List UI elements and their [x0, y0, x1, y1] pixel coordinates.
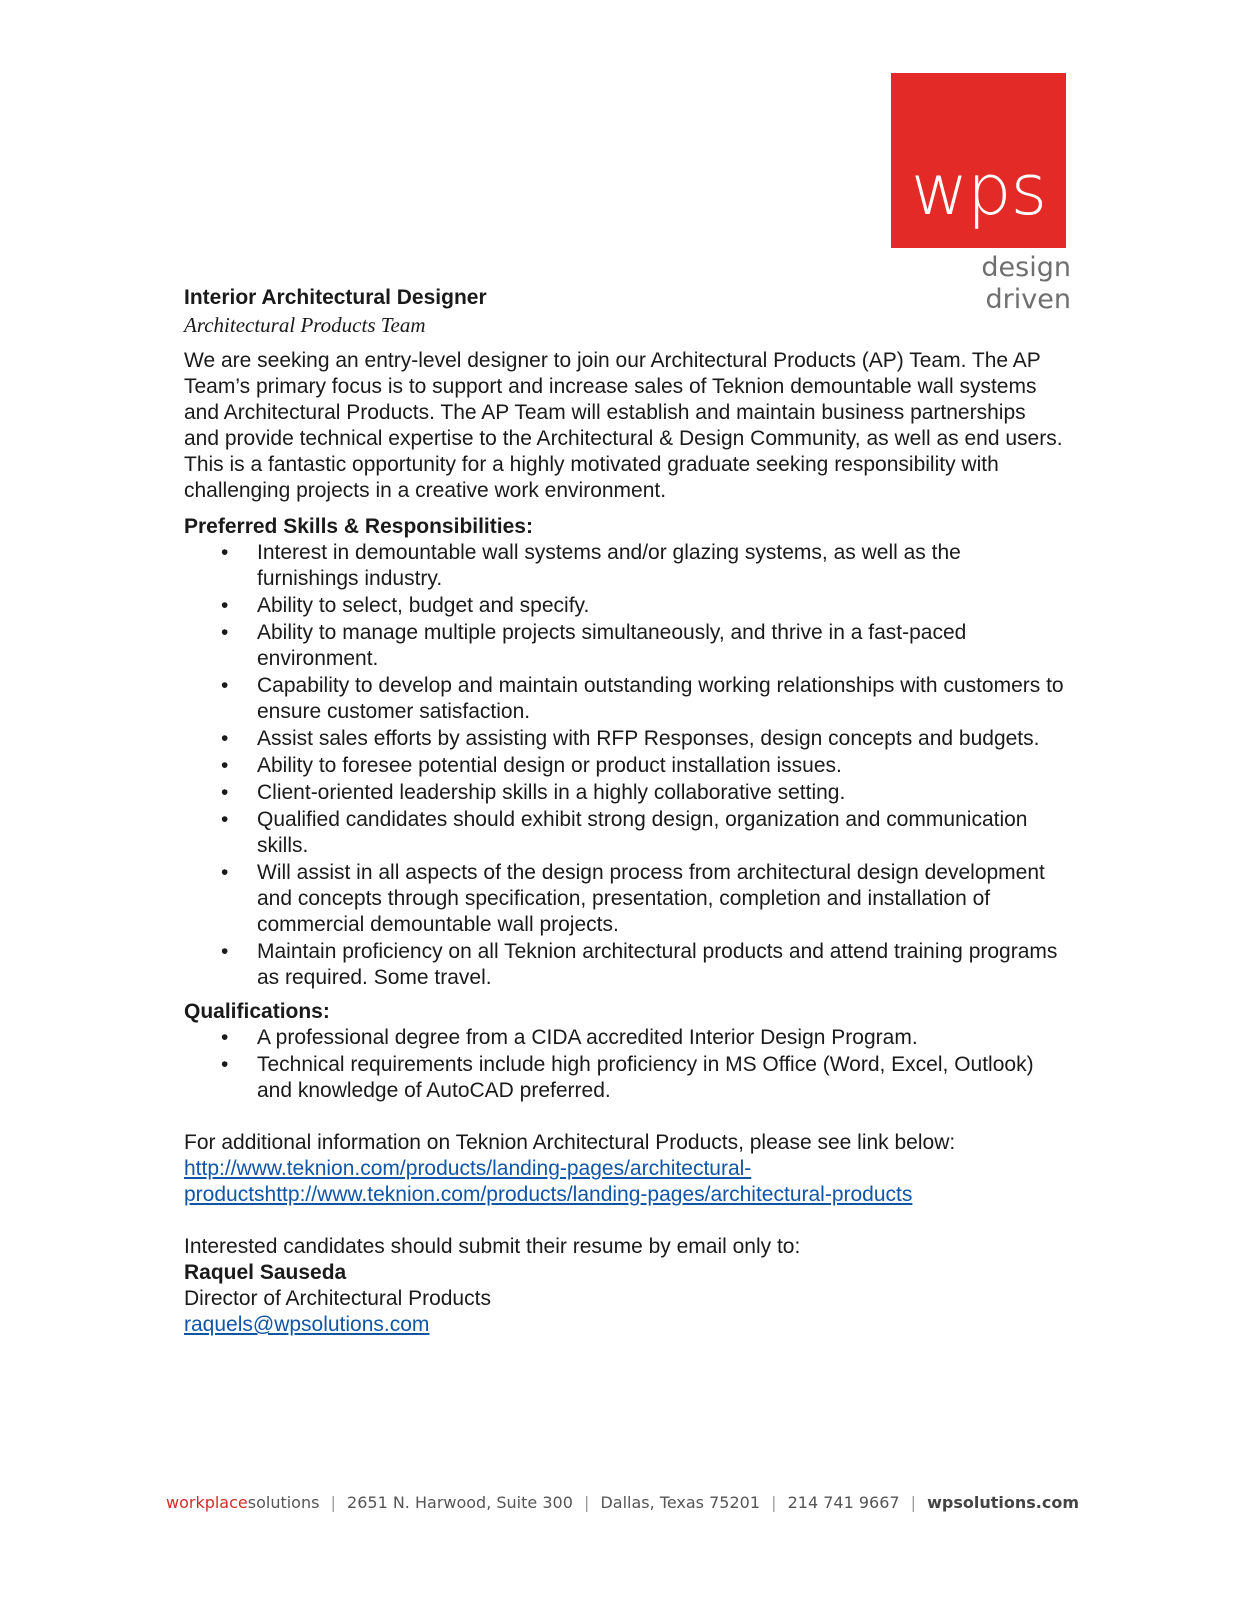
contact-email-link[interactable]: raquels@wpsolutions.com	[184, 1313, 430, 1336]
footer-brand-solutions: solutions	[247, 1493, 320, 1512]
list-item	[184, 807, 1064, 859]
list-item	[184, 673, 1064, 725]
list-item	[184, 753, 1064, 779]
teknion-link-line1: http://www.teknion.com/products/landing-pages/architectural-	[184, 1157, 752, 1180]
list-item-text: Ability to foresee potential design or product installation issues.	[257, 754, 842, 777]
list-item-text: Interest in demountable wall systems and/or glazing systems, as well as the furnishings industry.	[257, 541, 961, 590]
list-item-text: Qualified candidates should exhibit strong design, organization and communication skills.	[257, 808, 1028, 857]
footer-website[interactable]: wpsolutions.com	[927, 1493, 1080, 1512]
list-item	[184, 1052, 1064, 1104]
teknion-link-line2: productshttp://www.teknion.com/products/landing-pages/architectural-products	[184, 1183, 913, 1206]
list-item-text: Maintain proficiency on all Teknion architectural products and attend training programs as required. Some travel.	[257, 940, 1058, 989]
job-intro: We are seeking an entry-level designer to join our Architectural Products (AP) Team. The AP Team’s primary focus is to support and increase sales of Teknion demountable wall systems and Architectural Products. The AP Team will establish and maintain business partnerships and provide technical expertise to the Architectural & Design Community, as well as end users. This is a fantastic opportunity for a highly motivated graduate seeking responsibility with challenging projects in a creative work environment.	[184, 349, 1063, 502]
document-body	[184, 284, 1064, 1338]
footer-city: Dallas, Texas 75201	[600, 1493, 760, 1512]
bullet-icon: •	[221, 621, 229, 644]
contact-name: Raquel Sauseda	[184, 1261, 347, 1284]
contact-block	[184, 1234, 1064, 1338]
bullet-icon: •	[221, 754, 229, 777]
list-item-text: Ability to manage multiple projects simultaneously, and thrive in a fast-paced environment.	[257, 621, 967, 670]
bullet-icon: •	[221, 1026, 229, 1049]
list-item	[184, 860, 1064, 938]
list-item	[184, 540, 1064, 592]
more-info-text: For additional information on Teknion Architectural Products, please see link below:	[184, 1131, 956, 1154]
list-item-text: Capability to develop and maintain outstanding working relationships with customers to ensure customer satisfaction.	[257, 674, 1064, 723]
list-item	[184, 939, 1064, 991]
bullet-icon: •	[221, 861, 229, 884]
footer-separator: |	[771, 1493, 777, 1512]
skills-list	[184, 540, 1064, 991]
contact-intro: Interested candidates should submit their resume by email only to:	[184, 1235, 801, 1258]
logo-mark	[891, 73, 1066, 248]
bullet-icon: •	[221, 940, 229, 963]
list-item-text: A professional degree from a CIDA accredited Interior Design Program.	[257, 1026, 918, 1049]
list-item	[184, 1025, 1064, 1051]
teknion-link[interactable]	[184, 1157, 912, 1206]
list-item	[184, 620, 1064, 672]
list-item-text: Assist sales efforts by assisting with RFP Responses, design concepts and budgets.	[257, 727, 1040, 750]
list-item-text: Client-oriented leadership skills in a highly collaborative setting.	[257, 781, 846, 804]
logo-text: wps	[910, 149, 1047, 231]
bullet-icon: •	[221, 594, 229, 617]
bullet-icon: •	[221, 781, 229, 804]
footer-phone: 214 741 9667	[787, 1493, 900, 1512]
list-item	[184, 780, 1064, 806]
contact-role: Director of Architectural Products	[184, 1287, 491, 1310]
logo-tagline: design driven	[981, 252, 1071, 315]
list-item-text: Technical requirements include high proficiency in MS Office (Word, Excel, Outlook) and knowledge of AutoCAD preferred.	[257, 1053, 1034, 1102]
bullet-icon: •	[221, 541, 229, 564]
job-title: Interior Architectural Designer	[184, 286, 487, 309]
more-info-block	[184, 1130, 1064, 1208]
qualifications-heading: Qualifications:	[184, 1000, 330, 1023]
list-item-text: Will assist in all aspects of the design process from architectural design development and concepts through specification, presentation, completion and installation of commercial demountable wall projects.	[257, 861, 1045, 936]
job-team: Architectural Products Team	[184, 313, 426, 337]
list-item	[184, 593, 1064, 619]
list-item-text: Ability to select, budget and specify.	[257, 594, 590, 617]
list-item	[184, 726, 1064, 752]
bullet-icon: •	[221, 1053, 229, 1076]
footer-address: 2651 N. Harwood, Suite 300	[347, 1493, 573, 1512]
qualifications-list	[184, 1025, 1064, 1104]
page-footer	[0, 1493, 1245, 1512]
footer-separator: |	[910, 1493, 917, 1512]
bullet-icon: •	[221, 808, 229, 831]
footer-separator: |	[330, 1493, 336, 1512]
skills-heading: Preferred Skills & Responsibilities:	[184, 515, 533, 538]
footer-separator: |	[583, 1493, 590, 1512]
bullet-icon: •	[221, 727, 229, 750]
footer-brand-workplace: workplace	[165, 1493, 248, 1512]
bullet-icon: •	[221, 674, 229, 697]
